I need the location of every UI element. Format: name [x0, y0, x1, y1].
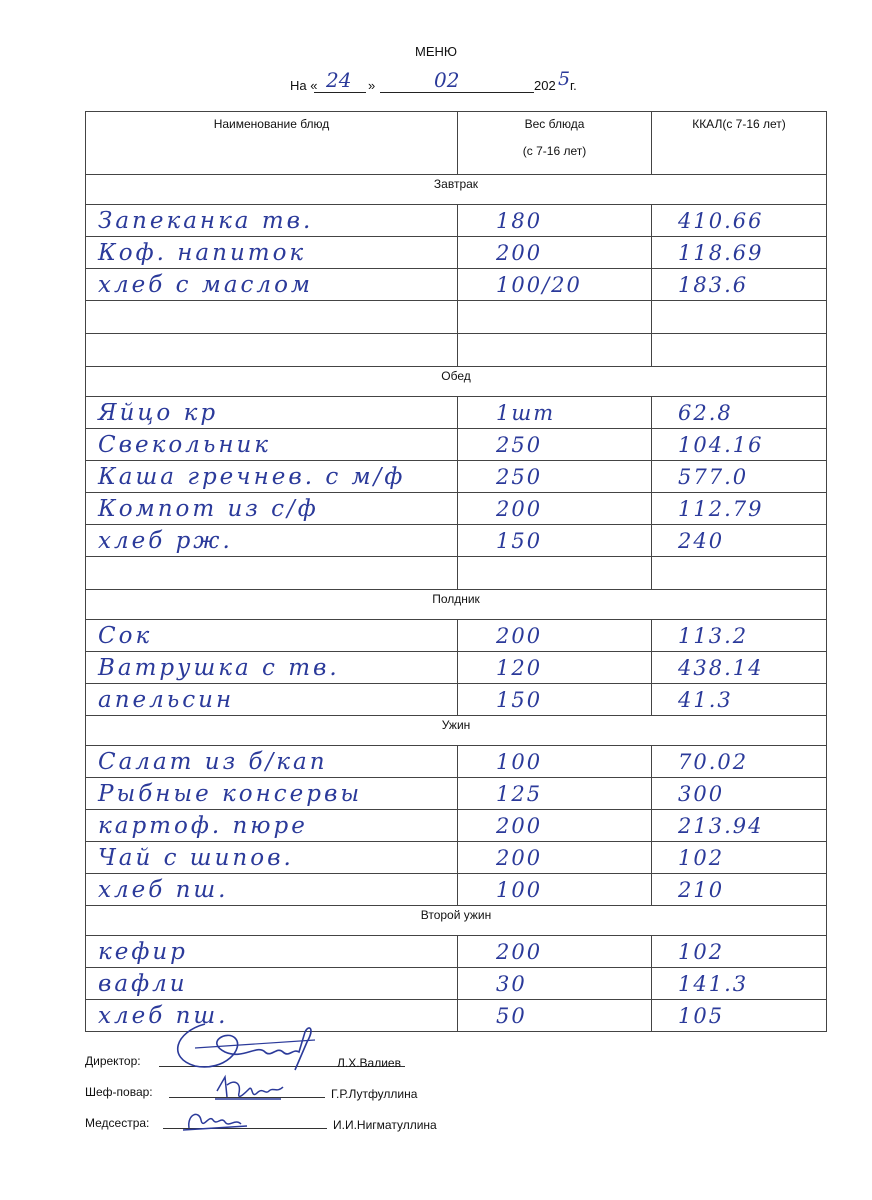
empty-cell [86, 301, 458, 334]
empty-cell [458, 301, 652, 334]
dish-kcal-cell: 141.3 [652, 968, 827, 1000]
table-row [86, 746, 827, 778]
dish-name-cell: хлеб с маслом [86, 269, 458, 301]
dish-name-cell: Сок [86, 620, 458, 652]
dish-name-cell: Свекольник [86, 429, 458, 461]
table-row [86, 684, 827, 716]
dish-weight-cell: 30 [458, 968, 652, 1000]
date-prefix: На « [290, 78, 318, 93]
empty-row [86, 301, 827, 334]
dish-kcal-cell: 104.16 [652, 429, 827, 461]
director-name: Л.Х.Валиев [337, 1056, 401, 1070]
header-weight-line1: Вес блюда [524, 117, 585, 131]
empty-row [86, 334, 827, 367]
empty-cell [458, 557, 652, 590]
dish-weight-cell: 150 [458, 525, 652, 557]
table-row [86, 397, 827, 429]
chef-signature-line [85, 1081, 605, 1112]
section-header-row [86, 590, 827, 620]
section-title: Ужин [86, 716, 827, 746]
dish-name-cell: Компот из с/ф [86, 493, 458, 525]
dish-weight-cell: 125 [458, 778, 652, 810]
dish-name-cell: хлеб рж. [86, 525, 458, 557]
dish-name-cell: хлеб пш. [86, 1000, 458, 1032]
header-name: Наименование блюд [213, 117, 330, 131]
date-day: 24 [326, 68, 352, 92]
dish-weight-cell: 100 [458, 746, 652, 778]
table-header-row [86, 112, 827, 175]
date-year-digit: 5 [558, 68, 571, 90]
date-month: 02 [434, 68, 460, 92]
dish-weight-cell: 200 [458, 620, 652, 652]
table-row [86, 525, 827, 557]
table-row [86, 968, 827, 1000]
dish-name-cell: Ватрушка с тв. [86, 652, 458, 684]
chef-name: Г.Р.Лутфуллина [331, 1087, 418, 1101]
dish-weight-cell: 250 [458, 461, 652, 493]
table-row [86, 842, 827, 874]
dish-kcal-cell: 112.79 [652, 493, 827, 525]
table-row [86, 237, 827, 269]
empty-row [86, 557, 827, 590]
empty-cell [652, 557, 827, 590]
dish-kcal-cell: 70.02 [652, 746, 827, 778]
empty-cell [86, 557, 458, 590]
date-line [290, 68, 600, 96]
dish-weight-cell: 250 [458, 429, 652, 461]
table-row [86, 461, 827, 493]
section-header-row [86, 906, 827, 936]
table-row [86, 493, 827, 525]
dish-kcal-cell: 62.8 [652, 397, 827, 429]
day-underline [314, 92, 366, 93]
dish-name-cell: картоф. пюре [86, 810, 458, 842]
empty-cell [652, 334, 827, 367]
dish-kcal-cell: 105 [652, 1000, 827, 1032]
header-kcal-cell [652, 112, 827, 175]
dish-kcal-cell: 41.3 [652, 684, 827, 716]
director-signature-icon [165, 1018, 325, 1074]
date-year-prefix: 202 [534, 78, 556, 93]
dish-kcal-cell: 213.94 [652, 810, 827, 842]
dish-weight-cell: 200 [458, 842, 652, 874]
dish-weight-cell: 150 [458, 684, 652, 716]
table-row [86, 652, 827, 684]
dish-weight-cell: 50 [458, 1000, 652, 1032]
menu-table [85, 111, 827, 1032]
date-suffix: г. [570, 78, 577, 93]
dish-name-cell: апельсин [86, 684, 458, 716]
dish-kcal-cell: 183.6 [652, 269, 827, 301]
dish-kcal-cell: 118.69 [652, 237, 827, 269]
nurse-name: И.И.Нигматуллина [333, 1118, 437, 1132]
dish-name-cell: Чай с шипов. [86, 842, 458, 874]
dish-name-cell: вафли [86, 968, 458, 1000]
month-underline [380, 92, 534, 93]
dish-weight-cell: 200 [458, 493, 652, 525]
nurse-signature-line [85, 1112, 605, 1143]
document-title: МЕНЮ [414, 44, 458, 59]
empty-cell [458, 334, 652, 367]
table-row [86, 620, 827, 652]
table-row [86, 874, 827, 906]
section-header-row [86, 716, 827, 746]
dish-name-cell: Яйцо кр [86, 397, 458, 429]
dish-kcal-cell: 577.0 [652, 461, 827, 493]
dish-name-cell: Салат из б/кап [86, 746, 458, 778]
header-weight-line2: (с 7-16 лет) [522, 144, 587, 158]
dish-kcal-cell: 102 [652, 842, 827, 874]
section-title: Полдник [86, 590, 827, 620]
dish-kcal-cell: 210 [652, 874, 827, 906]
dish-weight-cell: 180 [458, 205, 652, 237]
dish-weight-cell: 200 [458, 237, 652, 269]
header-name-cell [86, 112, 458, 175]
nurse-signature-icon [181, 1106, 251, 1136]
nurse-role: Медсестра: [85, 1116, 150, 1130]
dish-kcal-cell: 113.2 [652, 620, 827, 652]
chef-signature-icon [211, 1071, 291, 1107]
dish-kcal-cell: 240 [652, 525, 827, 557]
table-row [86, 936, 827, 968]
date-quote-close: » [368, 78, 376, 93]
section-title: Обед [86, 367, 827, 397]
dish-kcal-cell: 102 [652, 936, 827, 968]
dish-weight-cell: 100/20 [458, 269, 652, 301]
dish-kcal-cell: 438.14 [652, 652, 827, 684]
dish-weight-cell: 200 [458, 936, 652, 968]
section-header-row [86, 367, 827, 397]
header-weight-cell [458, 112, 652, 175]
dish-name-cell: кефир [86, 936, 458, 968]
director-role: Директор: [85, 1054, 141, 1068]
dish-weight-cell: 100 [458, 874, 652, 906]
director-signature-line [85, 1050, 605, 1081]
header-kcal: ККАЛ(с 7-16 лет) [692, 117, 786, 131]
dish-weight-cell: 200 [458, 810, 652, 842]
empty-cell [652, 301, 827, 334]
empty-cell [86, 334, 458, 367]
table-row [86, 205, 827, 237]
dish-name-cell: Рыбные консервы [86, 778, 458, 810]
section-title: Завтрак [86, 175, 827, 205]
chef-role: Шеф-повар: [85, 1085, 153, 1099]
table-row [86, 269, 827, 301]
dish-weight-cell: 120 [458, 652, 652, 684]
dish-weight-cell: 1шт [458, 397, 652, 429]
dish-name-cell: Каша гречнев. с м/ф [86, 461, 458, 493]
table-row [86, 778, 827, 810]
table-row [86, 810, 827, 842]
section-title: Второй ужин [86, 906, 827, 936]
dish-name-cell: хлеб пш. [86, 874, 458, 906]
dish-kcal-cell: 300 [652, 778, 827, 810]
section-header-row [86, 175, 827, 205]
dish-kcal-cell: 410.66 [652, 205, 827, 237]
signatures-block [85, 1050, 605, 1143]
table-row [86, 429, 827, 461]
dish-name-cell: Коф. напиток [86, 237, 458, 269]
dish-name-cell: Запеканка тв. [86, 205, 458, 237]
